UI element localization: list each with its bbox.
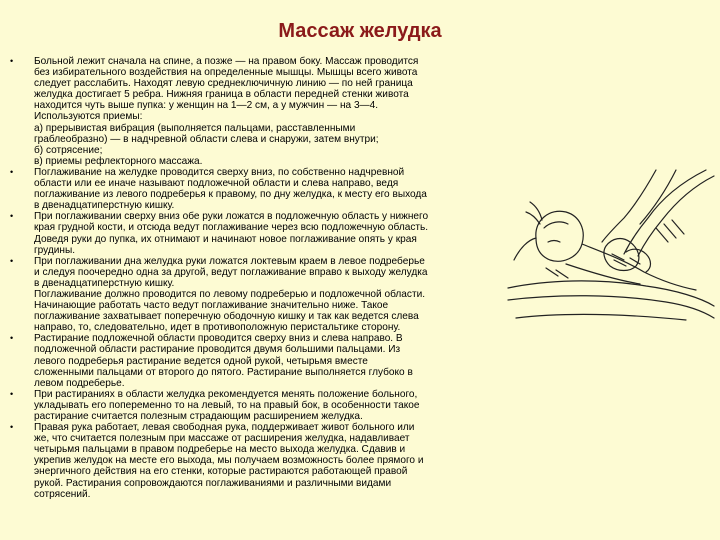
text-line: области или ее иначе называют подложечной области и слева направо, ведя: [34, 178, 399, 190]
list-item: [10, 56, 506, 167]
text-line: левого подреберья растирание ведется одной рукой, четырьмя вместе: [34, 355, 368, 367]
text-line: же, что считается полезным при массаже от расширения желудка, надавливает: [34, 433, 410, 445]
bullet-marker: •: [10, 56, 14, 66]
text-line: При поглаживании дна желудка руки ложатся локтевым краем в левое подреберье: [34, 255, 425, 267]
bullet-marker: •: [10, 255, 14, 266]
massage-illustration: [506, 168, 716, 325]
bullet-marker: •: [10, 211, 14, 222]
text-line: левом подреберье.: [34, 377, 125, 389]
text-line: без избирательного воздействия на определенные мышцы. Мышцы всего живота: [34, 67, 418, 79]
text-line: и следуя поочередно одна за другой, ведут поглаживание вправо к выходу желудка: [34, 266, 428, 278]
text-line: поглаживание захватывает поперечную ободочную кишку и так как ведется слева: [34, 311, 419, 323]
text-line: находится чуть выше пупка: у женщин на 1—2 см, а у мужчин — на 3—4.: [34, 100, 379, 112]
text-line: граблеобразно) — в надчревной области слева и снаружи, затем внутри;: [34, 133, 379, 145]
list-item: [10, 333, 506, 388]
text-line: энергичного действия на его стенки, которые растираются работающей правой: [34, 466, 408, 478]
text-line: укрепив желудок на месте его выхода, мы получаем возможность более прямого и: [34, 455, 424, 467]
bullet-marker: •: [10, 388, 14, 399]
text-line: четырьмя пальцами в правом подреберье на место выхода желудка. Сдавив и: [34, 444, 406, 456]
text-line: сотрясений.: [34, 488, 91, 500]
text-line: подложечной области растирание проводится двумя большими пальцами. Из: [34, 344, 401, 356]
text-line: Используются приемы:: [34, 111, 143, 123]
list-item: [10, 211, 506, 255]
text-line: в) приемы рефлекторного массажа.: [34, 155, 203, 167]
bullet-marker: •: [10, 333, 14, 344]
text-line: следует расслабить. Находят левую среднеключичную линию — по ней граница: [34, 78, 413, 90]
list-item: [10, 422, 506, 500]
text-line: Растирание подложечной области проводится сверху вниз и слева направо. В: [34, 333, 403, 345]
text-line: Поглаживание должно проводится по левому подреберью и подложечной области.: [34, 288, 426, 300]
text-line: При поглаживании сверху вниз обе руки ложатся в подложечную область у нижнего: [34, 211, 429, 223]
text-line: Поглаживание на желудке проводится сверху вниз, по собственно надчревной: [34, 166, 405, 178]
bullet-marker: •: [10, 166, 14, 177]
text-line: грудины.: [34, 244, 76, 256]
text-line: края грудной кости, и отсюда ведут поглаживание через всю подложечную область.: [34, 222, 429, 234]
text-line: При растираниях в области желудка рекомендуется менять положение больного,: [34, 388, 418, 400]
list-item: [10, 256, 506, 334]
text-line: б) сотрясение;: [34, 144, 103, 156]
list-item: [10, 389, 506, 422]
text-line: в двенадцатиперстную кишку.: [34, 200, 175, 212]
text-line: поглаживание из левого подреберья к правому, по дну желудка, к месту его выхода: [34, 189, 427, 201]
text-line: направо, то, следовательно, идет в противоположную перистальтике сторону.: [34, 322, 401, 334]
bullet-marker: •: [10, 422, 14, 433]
content-list: [10, 56, 506, 500]
text-line: рукой. Растирания сопровождаются поглаживаниями и различными видами: [34, 477, 392, 489]
text-line: Больной лежит сначала на спине, а позже — на правом боку. Массаж проводится: [34, 56, 419, 67]
text-line: сложенными пальцами от второго до пятого. Растирание выполняется глубоко в: [34, 366, 413, 378]
text-line: желудка достигает 5 ребра. Нижняя граница в области передней стенки живота: [34, 89, 409, 101]
text-line: Правая рука работает, левая свободная рука, поддерживает живот больного или: [34, 422, 415, 434]
page-title: Массаж желудка: [278, 20, 442, 42]
text-line: Начинающие работать часто ведут поглаживание значительно ниже. Такое: [34, 300, 389, 312]
text-line: Доведя руки до пупка, их отнимают и начинают новое поглаживание опять у края: [34, 233, 417, 245]
list-item: [10, 167, 506, 211]
text-line: а) прерывистая вибрация (выполняется пальцами, расставленными: [34, 122, 356, 134]
text-line: в двенадцатиперстную кишку.: [34, 277, 175, 289]
text-line: укладывать его попеременно то на левый, то на правый бок, в особенности такое: [34, 399, 420, 411]
text-line: растирание считается полезным страдающим расширением желудка.: [34, 411, 363, 422]
